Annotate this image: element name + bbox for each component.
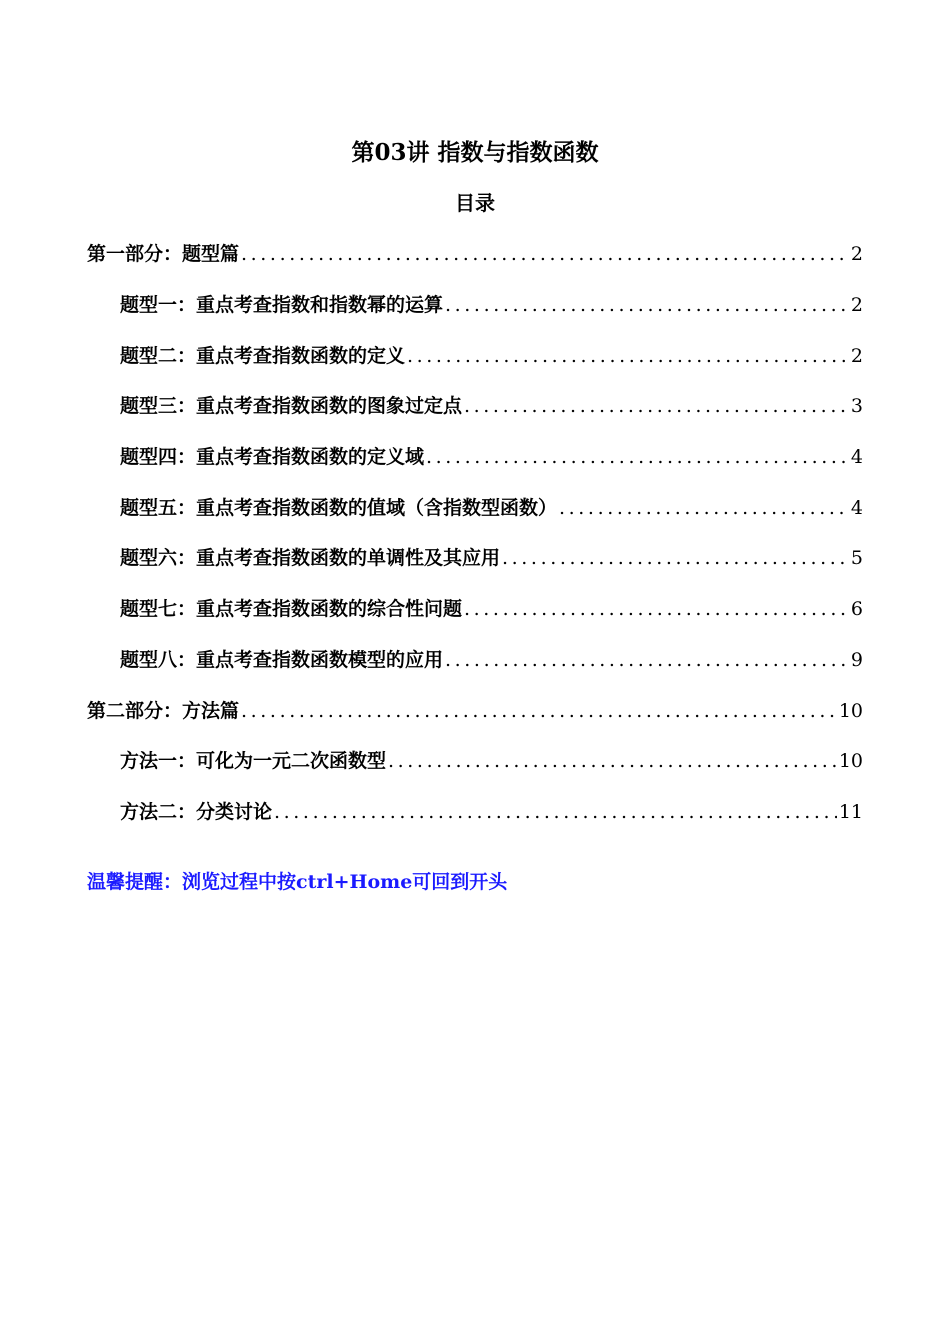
toc-dot-leader bbox=[388, 743, 837, 779]
toc-dot-leader bbox=[502, 540, 849, 576]
toc-page-number: 5 bbox=[850, 547, 863, 569]
toc-entry-label: 题型八：重点考查指数函数模型的应用 bbox=[120, 649, 444, 671]
toc-entry-method-2[interactable] bbox=[120, 794, 863, 830]
toc-entry-label: 题型二：重点考查指数函数的定义 bbox=[120, 345, 406, 367]
toc-entry-part-1[interactable] bbox=[87, 236, 863, 272]
toc-page-number: 2 bbox=[850, 243, 863, 265]
toc-dot-leader bbox=[445, 642, 849, 678]
toc-entry-label: 第一部分：题型篇 bbox=[87, 243, 240, 265]
toc-page-number: 6 bbox=[850, 598, 863, 620]
toc-entry-type-8[interactable] bbox=[120, 642, 863, 678]
toc-page-number: 9 bbox=[850, 649, 863, 671]
toc-entry-type-3[interactable] bbox=[120, 388, 863, 424]
toc-entry-label: 题型三：重点考查指数函数的图象过定点 bbox=[120, 395, 463, 417]
toc-dot-leader bbox=[464, 591, 849, 627]
document-title: 第03讲 指数与指数函数 bbox=[351, 139, 599, 166]
toc-page-number: 11 bbox=[838, 801, 863, 823]
toc-entry-part-2[interactable] bbox=[87, 693, 863, 729]
toc-entry-type-5[interactable] bbox=[120, 490, 863, 526]
toc-dot-leader bbox=[241, 236, 849, 272]
toc-page-number: 2 bbox=[850, 345, 863, 367]
toc-entry-label: 方法二：分类讨论 bbox=[120, 801, 273, 823]
toc-dot-leader bbox=[241, 693, 837, 729]
toc-entry-type-4[interactable] bbox=[120, 439, 863, 475]
toc-page-number: 10 bbox=[838, 750, 863, 772]
toc-page-number: 2 bbox=[850, 294, 863, 316]
toc-dot-leader bbox=[559, 490, 849, 526]
toc-entry-label: 第二部分：方法篇 bbox=[87, 700, 240, 722]
toc-page-number: 3 bbox=[850, 395, 863, 417]
toc-page-number: 4 bbox=[850, 446, 863, 468]
toc-entry-type-7[interactable] bbox=[120, 591, 863, 627]
toc-entry-type-2[interactable] bbox=[120, 338, 863, 374]
toc-entry-label: 题型七：重点考查指数函数的综合性问题 bbox=[120, 598, 463, 620]
navigation-tip: 温馨提醒：浏览过程中按ctrl+Home可回到开头 bbox=[87, 871, 508, 893]
toc-page-number: 4 bbox=[850, 497, 863, 519]
toc-page-number: 10 bbox=[838, 700, 863, 722]
toc-dot-leader bbox=[274, 794, 837, 830]
toc-dot-leader bbox=[426, 439, 849, 475]
toc-dot-leader bbox=[464, 388, 849, 424]
toc-entry-label: 题型六：重点考查指数函数的单调性及其应用 bbox=[120, 547, 501, 569]
toc-dot-leader bbox=[407, 338, 849, 374]
toc-heading: 目录 bbox=[455, 191, 495, 215]
toc-entry-type-6[interactable] bbox=[120, 540, 863, 576]
toc-entry-label: 题型五：重点考查指数函数的值域（含指数型函数） bbox=[120, 497, 558, 519]
toc-entry-label: 方法一：可化为一元二次函数型 bbox=[120, 750, 387, 772]
toc-entry-method-1[interactable] bbox=[120, 743, 863, 779]
toc-entry-label: 题型四：重点考查指数函数的定义域 bbox=[120, 446, 425, 468]
toc-entry-label: 题型一：重点考查指数和指数幂的运算 bbox=[120, 294, 444, 316]
toc-dot-leader bbox=[445, 287, 849, 323]
toc-entry-type-1[interactable] bbox=[120, 287, 863, 323]
